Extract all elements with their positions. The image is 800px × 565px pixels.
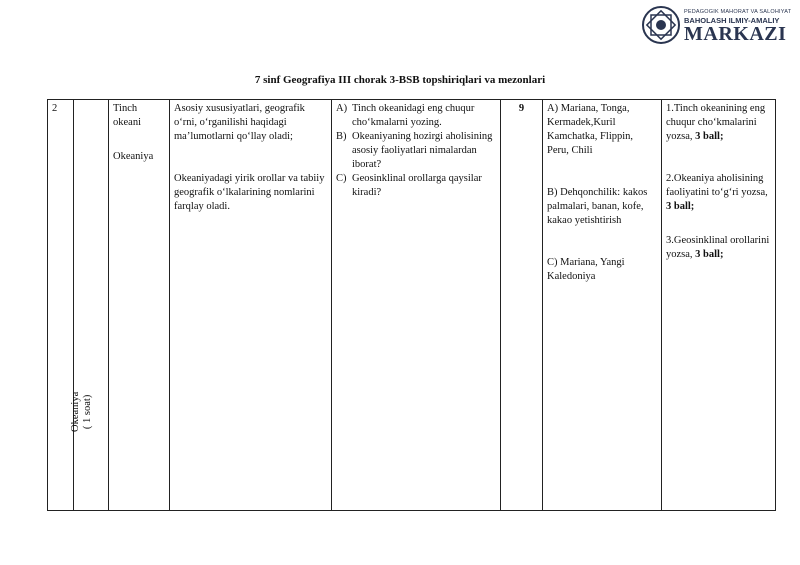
topic-cell	[109, 100, 170, 511]
answer-c: C) Mariana, Yangi Kaledoniya	[547, 257, 625, 282]
goal-1: Asosiy xususiyatlari, geografik o‘rni, o‘rganilishi haqidagi ma’lumotlarni qo‘llay oladi;	[174, 103, 305, 142]
answer-a: A) Mariana, Tonga, Kermadek,Kuril Kamchatka, Flippin, Peru, Chili	[547, 103, 634, 156]
topic-2: Okeaniya	[113, 151, 154, 162]
markazi-logo	[640, 4, 798, 46]
logo-line3: MARKAZI	[684, 23, 787, 45]
criteria-cell	[662, 100, 776, 511]
topic-1: Tinch okeani	[113, 103, 141, 128]
unit-name: Okeaniya	[70, 391, 81, 432]
task-list	[336, 102, 496, 200]
criterion-1: 1.Tinch okeanining eng chuqur cho‘kmalarini yozsa, 3 ball;	[666, 103, 766, 142]
unit-cell	[70, 100, 109, 511]
row-number: 2	[48, 100, 74, 511]
table-row	[48, 100, 776, 511]
ball-cell: 9	[501, 100, 543, 511]
unit-vertical-label	[70, 392, 94, 432]
list-item: C) Geosinklinal orollarga qaysilar kiradi?	[336, 173, 482, 198]
list-item: A) Tinch okeanidagi eng chuqur cho‘kmalarni yozing.	[336, 103, 475, 128]
page-title: 7 sinf Geografiya III chorak 3-BSB topshiriqlari va mezonlari	[254, 74, 546, 86]
emblem-icon	[640, 4, 682, 46]
answer-b: B) Dehqonchilik: kakos palmalari, banan, kofe, kakao yetishtirish	[547, 187, 648, 226]
logo-line2: BAHOLASH ILMIY-AMALIY	[684, 16, 780, 25]
answer-cell	[543, 100, 662, 511]
task-cell	[332, 100, 501, 511]
unit-hours: ( 1 soat)	[82, 394, 93, 430]
criterion-2: 2.Okeaniya aholisining faoliyatini to‘g‘ri yozsa, 3 ball;	[666, 173, 768, 212]
logo-line1: PEDAGOGIK MAHORAT VA SALOHIYAT	[684, 9, 792, 15]
goal-2: Okeaniyadagi yirik orollar va tabiiy geografik o‘lkalarining nomlarini farqlay oladi.	[174, 173, 325, 212]
criteria-table	[47, 99, 776, 511]
goal-cell	[170, 100, 332, 511]
list-item: B) Okeaniyaning hozirgi aholisining asosiy faoliyatlari nimalardan iborat?	[336, 131, 493, 170]
criterion-3: 3.Geosinklinal orollarini yozsa, 3 ball;	[666, 235, 770, 260]
